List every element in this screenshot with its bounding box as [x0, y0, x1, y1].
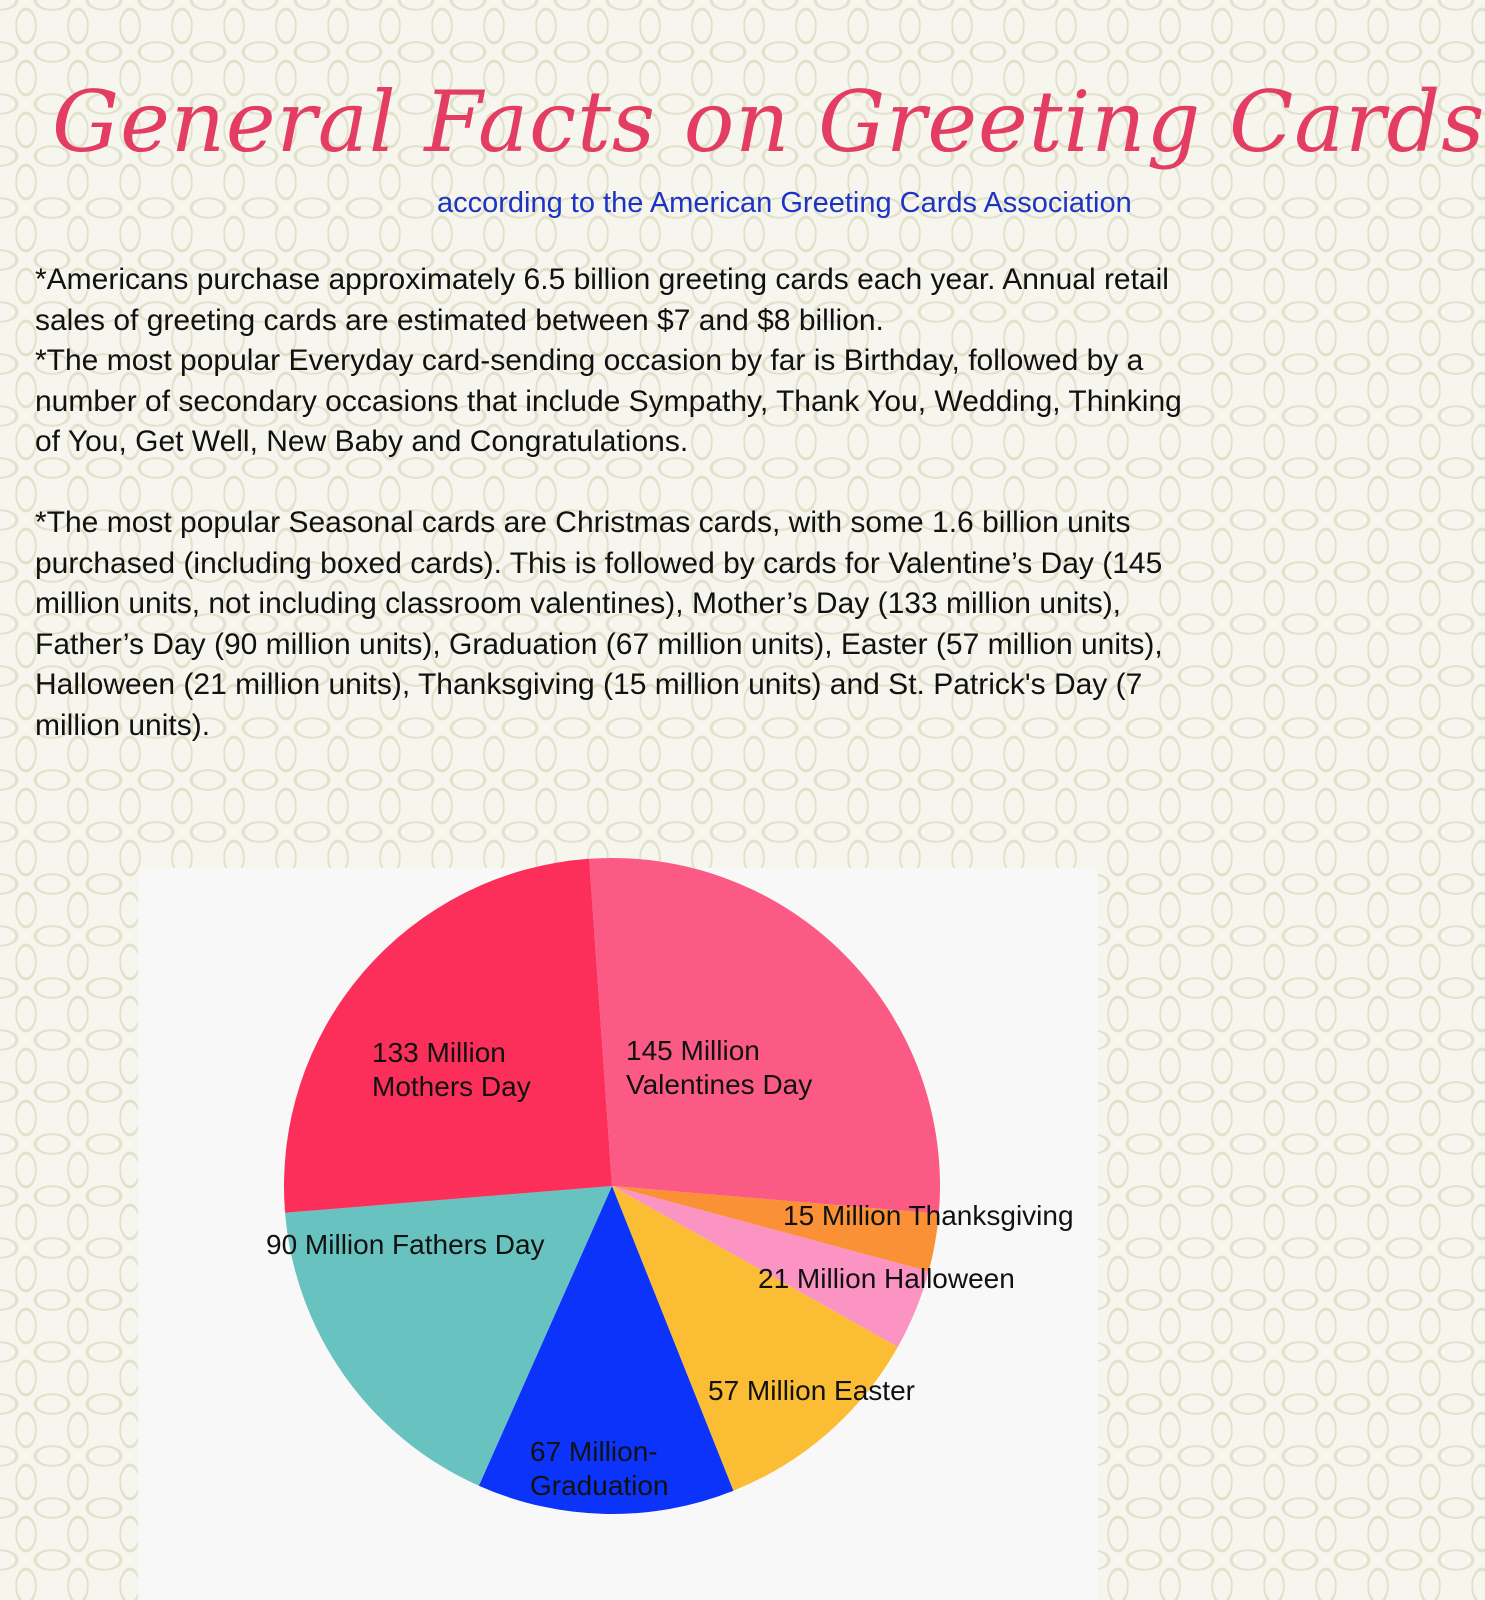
facts-text: [35, 260, 1215, 747]
page-title: General Facts on Greeting Cards: [52, 73, 1485, 171]
fact-paragraph-1: *Americans purchase approximately 6.5 billion greeting cards each year. Annual retail sales of greeting cards are estimated between $7 and $8 billion.: [35, 263, 1169, 337]
slice-label-valentines-day: 145 Million Valentines Day: [626, 1035, 813, 1100]
page-subtitle: according to the American Greeting Cards Association: [437, 187, 1132, 219]
slice-label-graduation: 67 Million-Graduation: [530, 1436, 669, 1501]
slice-label-thanksgiving: 15 Million Thanksgiving: [783, 1200, 1074, 1231]
pie-slice-mothers-day: [284, 859, 612, 1213]
fact-paragraph-2: *The most popular Everyday card-sending occasion by far is Birthday, followed by a number of secondary occasions that include Sympathy, Thank You, Wedding, Thinking of You, Get Well, New Baby and Congratulations.: [35, 344, 1182, 459]
slice-label-fathers-day: 90 Million Fathers Day: [266, 1229, 545, 1260]
fact-paragraph-3: *The most popular Seasonal cards are Christmas cards, with some 1.6 billion units purchased (including boxed cards). This is followed by cards for Valentine’s Day (145 million units, not including classroom valentines), Mother’s Day (133 million units), Father’s Day (90 million units), Graduation (67 million units), Easter (57 million units), Halloween (21 million units), Thanksgiving (15 million units) and St. Patrick's Day (7 million units).: [35, 505, 1163, 742]
chart-panel: [138, 868, 1098, 1600]
slice-label-easter: 57 Million Easter: [708, 1375, 915, 1406]
slice-label-mothers-day: 133 Million Mothers Day: [372, 1037, 531, 1102]
slice-label-halloween: 21 Million Halloween: [758, 1263, 1015, 1294]
pie-chart: [138, 868, 1098, 1600]
